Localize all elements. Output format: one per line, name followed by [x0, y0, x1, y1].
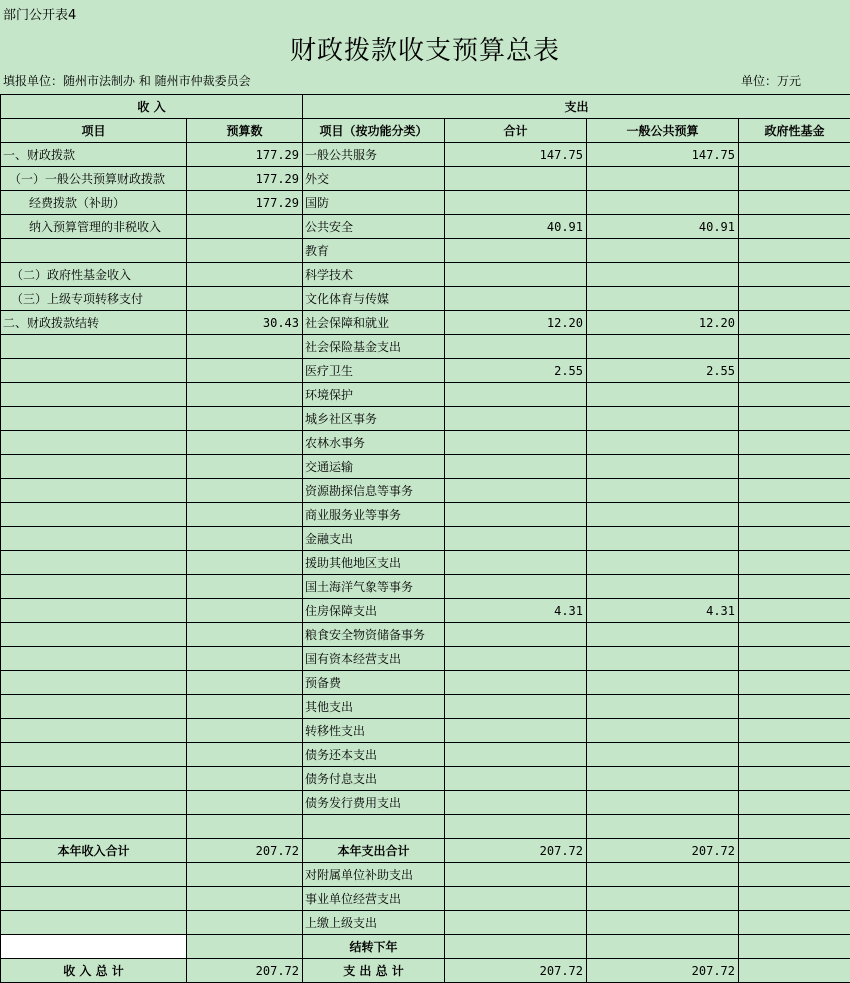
- income-value-cell: [187, 527, 303, 551]
- table-row: [1, 335, 850, 359]
- income-item-cell: [1, 935, 187, 959]
- expense-total-cell: [445, 455, 587, 479]
- table-row: [1, 191, 850, 215]
- table-row: [1, 695, 850, 719]
- expense-general-cell: [587, 743, 739, 767]
- table-row: [1, 287, 850, 311]
- expense-fund-cell: [739, 311, 850, 335]
- table-row: [1, 455, 850, 479]
- expense-item-cell: 国防: [303, 191, 445, 215]
- income-item-cell: [1, 863, 187, 887]
- expense-fund-cell: [739, 695, 850, 719]
- income-item-cell: （二）政府性基金收入: [1, 263, 187, 287]
- table-row: [1, 863, 850, 887]
- income-value-cell: [187, 215, 303, 239]
- table-row: [1, 143, 850, 167]
- expense-fund-cell: [739, 719, 850, 743]
- expense-fund-cell: [739, 527, 850, 551]
- expense-general-cell: [587, 263, 739, 287]
- income-item-cell: [1, 671, 187, 695]
- expense-fund-cell: [739, 191, 850, 215]
- expense-item-cell: 公共安全: [303, 215, 445, 239]
- page-title: 财政拨款收支预算总表: [289, 36, 560, 66]
- expense-general-cell: 207.72: [587, 959, 739, 983]
- income-value-cell: [187, 239, 303, 263]
- expense-total-cell: [445, 671, 587, 695]
- expense-total-cell: [445, 863, 587, 887]
- table-row: [1, 719, 850, 743]
- income-value-cell: 30.43: [187, 311, 303, 335]
- income-item-cell: 一、财政拨款: [1, 143, 187, 167]
- income-value-cell: [187, 911, 303, 935]
- expense-fund-cell: [739, 911, 850, 935]
- table-row: [1, 263, 850, 287]
- expense-general-cell: [587, 455, 739, 479]
- expense-total-cell: [445, 431, 587, 455]
- income-value-cell: [187, 287, 303, 311]
- table-row: [1, 599, 850, 623]
- expense-item-cell: 国土海洋气象等事务: [303, 575, 445, 599]
- expense-general-cell: [587, 287, 739, 311]
- expense-total-cell: [445, 263, 587, 287]
- expense-general-cell: [587, 791, 739, 815]
- expense-fund-cell: [739, 887, 850, 911]
- income-item-cell: [1, 479, 187, 503]
- income-value-cell: 177.29: [187, 191, 303, 215]
- expense-total-cell: 207.72: [445, 959, 587, 983]
- table-row: [1, 959, 850, 983]
- expense-item-cell: 转移性支出: [303, 719, 445, 743]
- income-item-cell: [1, 743, 187, 767]
- expense-total-cell: [445, 551, 587, 575]
- col-exp-item-header: 项目（按功能分类）: [303, 119, 445, 143]
- form-number: 部门公开表4: [3, 8, 77, 23]
- income-value-cell: [187, 791, 303, 815]
- table-row: [1, 479, 850, 503]
- income-item-cell: [1, 719, 187, 743]
- expense-fund-cell: [739, 959, 850, 983]
- expense-general-cell: [587, 719, 739, 743]
- income-value-cell: [187, 383, 303, 407]
- table-row: [1, 623, 850, 647]
- table-row: [1, 239, 850, 263]
- expense-item-cell: 科学技术: [303, 263, 445, 287]
- income-value-cell: [187, 455, 303, 479]
- expense-item-cell: [303, 815, 445, 839]
- table-row: [1, 671, 850, 695]
- expense-item-cell: 城乡社区事务: [303, 407, 445, 431]
- income-item-cell: [1, 455, 187, 479]
- expense-fund-cell: [739, 287, 850, 311]
- expense-general-cell: [587, 887, 739, 911]
- income-value-cell: [187, 623, 303, 647]
- expense-total-cell: [445, 887, 587, 911]
- income-item-cell: （一）一般公共预算财政拨款: [1, 167, 187, 191]
- income-value-cell: [187, 335, 303, 359]
- expense-item-cell: 事业单位经营支出: [303, 887, 445, 911]
- expense-item-cell: 交通运输: [303, 455, 445, 479]
- expense-general-cell: [587, 191, 739, 215]
- expense-total-cell: 147.75: [445, 143, 587, 167]
- income-item-cell: [1, 431, 187, 455]
- income-item-cell: [1, 551, 187, 575]
- income-value-cell: [187, 479, 303, 503]
- income-item-cell: [1, 767, 187, 791]
- income-item-cell: [1, 623, 187, 647]
- expense-item-cell: 资源勘探信息等事务: [303, 479, 445, 503]
- expense-general-cell: [587, 431, 739, 455]
- expense-fund-cell: [739, 359, 850, 383]
- income-value-cell: 207.72: [187, 839, 303, 863]
- expense-general-cell: [587, 167, 739, 191]
- income-value-cell: 207.72: [187, 959, 303, 983]
- table-row: [1, 647, 850, 671]
- expense-general-cell: [587, 815, 739, 839]
- expense-total-cell: [445, 647, 587, 671]
- expense-fund-cell: [739, 455, 850, 479]
- table-row: [1, 743, 850, 767]
- table-row: [1, 551, 850, 575]
- expense-general-cell: [587, 671, 739, 695]
- income-value-cell: [187, 263, 303, 287]
- expense-general-cell: 147.75: [587, 143, 739, 167]
- income-value-cell: [187, 863, 303, 887]
- income-value-cell: [187, 551, 303, 575]
- expense-item-cell: 住房保障支出: [303, 599, 445, 623]
- table-row: [1, 503, 850, 527]
- expense-total-cell: [445, 167, 587, 191]
- income-item-cell: [1, 359, 187, 383]
- expense-item-cell: 环境保护: [303, 383, 445, 407]
- income-value-cell: [187, 719, 303, 743]
- expense-fund-cell: [739, 863, 850, 887]
- expense-general-cell: [587, 239, 739, 263]
- expense-item-cell: 社会保险基金支出: [303, 335, 445, 359]
- income-item-cell: [1, 647, 187, 671]
- expense-general-cell: 40.91: [587, 215, 739, 239]
- expense-general-cell: [587, 479, 739, 503]
- expense-fund-cell: [739, 647, 850, 671]
- expense-item-cell: 商业服务业等事务: [303, 503, 445, 527]
- income-value-cell: [187, 599, 303, 623]
- expense-fund-cell: [739, 383, 850, 407]
- expense-total-cell: [445, 527, 587, 551]
- expense-total-cell: [445, 191, 587, 215]
- expense-fund-cell: [739, 599, 850, 623]
- expense-item-cell: 其他支出: [303, 695, 445, 719]
- income-value-cell: [187, 359, 303, 383]
- expense-fund-cell: [739, 143, 850, 167]
- filler-unit: 填报单位：随州市法制办 和 随州市仲裁委员会: [3, 74, 251, 88]
- expense-fund-cell: [739, 671, 850, 695]
- col-item-header: 项目: [1, 119, 187, 143]
- table-row: [1, 311, 850, 335]
- income-item-cell: [1, 407, 187, 431]
- income-value-cell: [187, 503, 303, 527]
- expense-item-cell: 债务发行费用支出: [303, 791, 445, 815]
- unit-label: 单位：万元: [741, 74, 802, 88]
- budget-table: [0, 94, 850, 983]
- income-value-cell: [187, 935, 303, 959]
- expense-general-cell: [587, 647, 739, 671]
- expense-item-cell: 国有资本经营支出: [303, 647, 445, 671]
- expense-total-cell: [445, 407, 587, 431]
- expense-fund-cell: [739, 623, 850, 647]
- income-item-cell: [1, 239, 187, 263]
- expense-item-cell: 债务还本支出: [303, 743, 445, 767]
- income-value-cell: [187, 647, 303, 671]
- expense-total-cell: [445, 383, 587, 407]
- expense-general-cell: [587, 623, 739, 647]
- table-row: [1, 167, 850, 191]
- table-row: [1, 935, 850, 959]
- expense-fund-cell: [739, 167, 850, 191]
- income-value-cell: [187, 695, 303, 719]
- expense-total-cell: 4.31: [445, 599, 587, 623]
- expense-general-cell: 2.55: [587, 359, 739, 383]
- expense-total-cell: [445, 911, 587, 935]
- col-general-header: 一般公共预算: [587, 119, 739, 143]
- expense-item-cell: 医疗卫生: [303, 359, 445, 383]
- table-row: [1, 887, 850, 911]
- expense-total-cell: 2.55: [445, 359, 587, 383]
- expense-fund-cell: [739, 215, 850, 239]
- expense-item-cell: 上缴上级支出: [303, 911, 445, 935]
- expense-item-cell: 农林水事务: [303, 431, 445, 455]
- expense-fund-cell: [739, 263, 850, 287]
- col-fund-header: 政府性基金: [739, 119, 850, 143]
- income-value-cell: [187, 575, 303, 599]
- expense-general-cell: [587, 503, 739, 527]
- expense-fund-cell: [739, 431, 850, 455]
- expense-item-cell: 对附属单位补助支出: [303, 863, 445, 887]
- income-item-cell: 本年收入合计: [1, 839, 187, 863]
- income-header: 收 入: [1, 95, 303, 119]
- expense-total-cell: 12.20: [445, 311, 587, 335]
- expense-total-cell: 40.91: [445, 215, 587, 239]
- expense-general-cell: [587, 575, 739, 599]
- income-item-cell: [1, 335, 187, 359]
- expense-total-cell: [445, 623, 587, 647]
- table-row: [1, 527, 850, 551]
- income-item-cell: 纳入预算管理的非税收入: [1, 215, 187, 239]
- expense-general-cell: [587, 863, 739, 887]
- income-item-cell: [1, 503, 187, 527]
- expense-general-cell: 12.20: [587, 311, 739, 335]
- expense-general-cell: 4.31: [587, 599, 739, 623]
- expense-total-cell: [445, 791, 587, 815]
- income-item-cell: 二、财政拨款结转: [1, 311, 187, 335]
- table-row: [1, 407, 850, 431]
- table-row: [1, 431, 850, 455]
- income-value-cell: [187, 671, 303, 695]
- expense-fund-cell: [739, 551, 850, 575]
- table-row: [1, 791, 850, 815]
- expense-total-cell: [445, 695, 587, 719]
- expense-general-cell: [587, 935, 739, 959]
- expense-total-cell: [445, 239, 587, 263]
- expense-total-cell: [445, 575, 587, 599]
- expense-fund-cell: [739, 407, 850, 431]
- income-item-cell: [1, 791, 187, 815]
- table-row: [1, 383, 850, 407]
- income-item-cell: [1, 527, 187, 551]
- expense-item-cell: 金融支出: [303, 527, 445, 551]
- expense-item-cell: 债务付息支出: [303, 767, 445, 791]
- expense-general-cell: [587, 911, 739, 935]
- table-row: [1, 815, 850, 839]
- expense-item-cell: 一般公共服务: [303, 143, 445, 167]
- income-item-cell: 经费拨款（补助）: [1, 191, 187, 215]
- expense-fund-cell: [739, 767, 850, 791]
- income-item-cell: 收 入 总 计: [1, 959, 187, 983]
- expense-item-cell: 预备费: [303, 671, 445, 695]
- expense-item-cell: 援助其他地区支出: [303, 551, 445, 575]
- table-row: [1, 575, 850, 599]
- income-value-cell: [187, 743, 303, 767]
- expense-total-cell: [445, 935, 587, 959]
- col-total-header: 合计: [445, 119, 587, 143]
- expense-general-cell: [587, 527, 739, 551]
- income-value-cell: 177.29: [187, 143, 303, 167]
- income-value-cell: [187, 815, 303, 839]
- expense-total-cell: [445, 503, 587, 527]
- expense-total-cell: [445, 767, 587, 791]
- income-item-cell: [1, 383, 187, 407]
- expense-general-cell: [587, 335, 739, 359]
- expense-fund-cell: [739, 815, 850, 839]
- expense-fund-cell: [739, 239, 850, 263]
- expense-total-cell: 207.72: [445, 839, 587, 863]
- income-item-cell: [1, 887, 187, 911]
- expense-total-cell: [445, 815, 587, 839]
- income-value-cell: [187, 767, 303, 791]
- income-item-cell: （三）上级专项转移支付: [1, 287, 187, 311]
- income-value-cell: [187, 407, 303, 431]
- income-item-cell: [1, 599, 187, 623]
- income-item-cell: [1, 575, 187, 599]
- income-value-cell: 177.29: [187, 167, 303, 191]
- income-value-cell: [187, 431, 303, 455]
- expense-general-cell: 207.72: [587, 839, 739, 863]
- expense-item-cell: 结转下年: [303, 935, 445, 959]
- income-item-cell: [1, 695, 187, 719]
- expense-general-cell: [587, 383, 739, 407]
- expense-fund-cell: [739, 503, 850, 527]
- expense-fund-cell: [739, 839, 850, 863]
- table-row: [1, 215, 850, 239]
- expense-fund-cell: [739, 743, 850, 767]
- expense-header: 支出: [303, 95, 850, 119]
- table-row: [1, 839, 850, 863]
- table-row: [1, 911, 850, 935]
- expense-total-cell: [445, 719, 587, 743]
- expense-fund-cell: [739, 935, 850, 959]
- expense-fund-cell: [739, 335, 850, 359]
- expense-fund-cell: [739, 791, 850, 815]
- expense-item-cell: 社会保障和就业: [303, 311, 445, 335]
- income-value-cell: [187, 887, 303, 911]
- table-row: [1, 767, 850, 791]
- col-budget-header: 预算数: [187, 119, 303, 143]
- expense-general-cell: [587, 695, 739, 719]
- expense-total-cell: [445, 743, 587, 767]
- expense-total-cell: [445, 479, 587, 503]
- income-item-cell: [1, 815, 187, 839]
- expense-item-cell: 粮食安全物资储备事务: [303, 623, 445, 647]
- expense-item-cell: 文化体育与传媒: [303, 287, 445, 311]
- expense-general-cell: [587, 407, 739, 431]
- table-row: [1, 359, 850, 383]
- income-item-cell: [1, 911, 187, 935]
- expense-item-cell: 本年支出合计: [303, 839, 445, 863]
- expense-fund-cell: [739, 479, 850, 503]
- expense-item-cell: 教育: [303, 239, 445, 263]
- expense-fund-cell: [739, 575, 850, 599]
- expense-general-cell: [587, 551, 739, 575]
- expense-total-cell: [445, 287, 587, 311]
- expense-item-cell: 支 出 总 计: [303, 959, 445, 983]
- expense-general-cell: [587, 767, 739, 791]
- expense-total-cell: [445, 335, 587, 359]
- expense-item-cell: 外交: [303, 167, 445, 191]
